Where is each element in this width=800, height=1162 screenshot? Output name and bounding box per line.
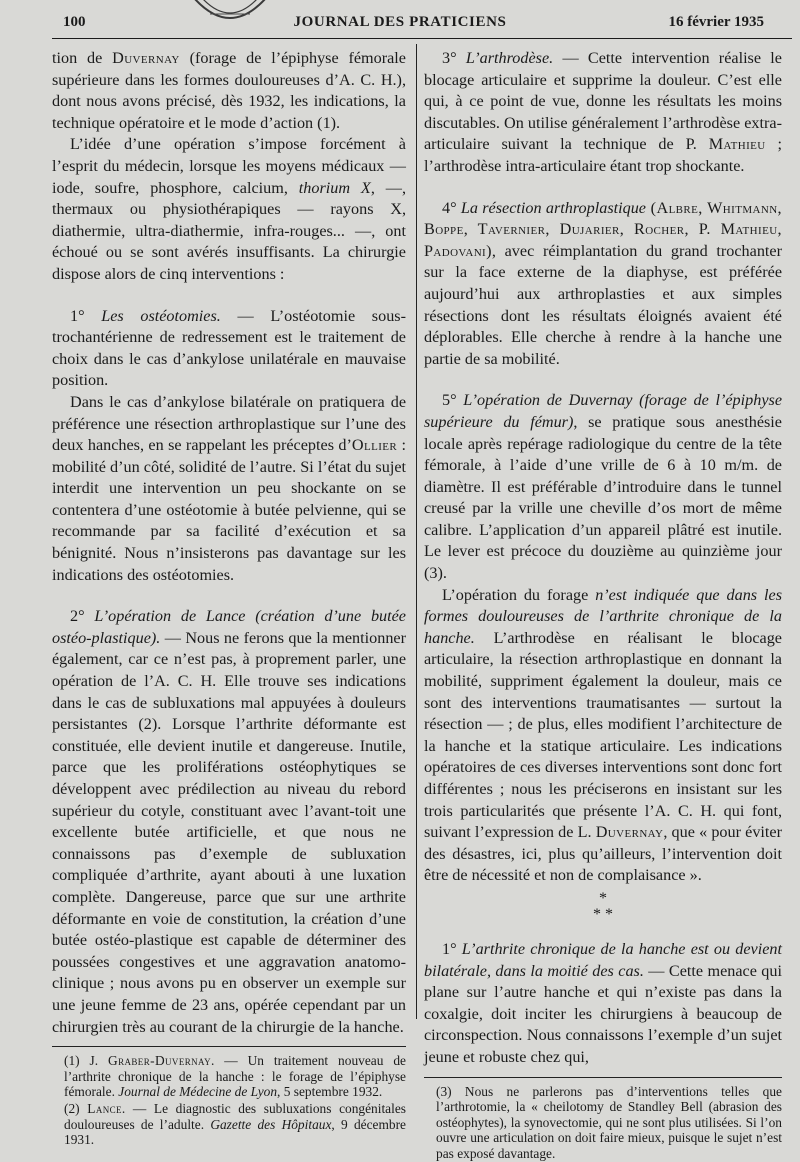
footnotes <box>52 1053 406 1148</box>
paragraph: Dans le cas d’ankylose bilatérale on pratiquera de préférence une résection arthroplastique sur l’une des deux hanches, en se rappelant les préceptes d’Ollier : mobilité d’un côté, solidité de l’autre. Si l’état du sujet interdit une intervention un peu shockante on se contentera d’une ostéotomie à butée pelvienne, qui se recommande par sa facilité d’exécution et sa bénignité. Nous n’insisterons pas davantage sur les indications des ostéotomies. <box>52 392 407 584</box>
footnote-1: (1) J. Graber-Duvernay. — Un traitement nouveau de l’arthrite chronique de la hanche : le forage de l’épiphyse fémorale. Journal de Médecine de Lyon, 5 septembre 1932. <box>64 1053 406 1100</box>
footnote-2: (2) Lance. — Le diagnostic des subluxations congénitales douloureuses de l’adulte. Gazette des Hôpitaux, 9 décembre 1931. <box>64 1100 406 1148</box>
section-bilateral: 1° L’arthrite chronique de la hanche est ou devient bilatérale, dans la moitié des cas. — Cette menace qui plane sur l’autre hanche et qui n’existe pas dans la coxalgie, doit inciter les chirurgiens à beaucoup de circonspection. Nous connaissons l’exemple d’un sujet jeune et robuste chez qui, <box>424 939 782 1066</box>
section-resection: 4° La résection arthroplastique (Albre, Whitmann, Boppe, Tavernier, Dujarier, Rocher, P. Mathieu, Padovani), avec réimplantation du grand trochanter sur la face externe de la diaphyse, est préférée aujourd’hui aux arthroplasties et aux simples résections dont les résultats éloignés avaient été déplorables. Elle cherche à rendre à la hanche une partie de sa mobilité. <box>424 198 782 368</box>
left-column <box>52 48 406 1148</box>
header-rule <box>52 38 792 39</box>
footnote-rule <box>52 1046 406 1047</box>
footnote-3: (3) Nous ne parlerons pas d’interventions telles que l’arthrotomie, la « cheilotomy de Standley Bell (abrasion des ostéophytes), la synovectomie, qui ne sont plus utilisées. Si l’on ouvre une articulation on doit faire mieux, puisque le sujet n’est pas exposé davantage. <box>436 1083 782 1161</box>
running-header <box>0 14 800 36</box>
section-osteotomies: 1° Les ostéotomies. — L’ostéotomie sous-trochantérienne de redressement est le traitement de choix dans le cas d’ankylose unilatérale en mauvaise position. <box>52 306 406 390</box>
asterism: * * * <box>593 889 613 923</box>
section-arthrodese: 3° L’arthrodèse. — Cette intervention réalise le blocage articulaire et supprime la douleur. C’est elle qui, à ce point de vue, donne les résultats les moins discutables. On utilise généralement l’arthrodèse extra-articulaire suivant la technique de P. Mathieu ; l’arthrodèse intra-articulaire étant trop shockante. <box>424 49 782 175</box>
footnotes <box>424 1084 782 1162</box>
paragraph: L’idée d’une opération s’impose forcément à l’esprit du médecin, lorsque les moyens médicaux — iode, soufre, phosphore, calcium, thorium X, —, thermaux ou physiothérapiques — rayons X, diathermie, ultra-diathermie, infra-rouges... —, ont échoué ou se sont avérés insuffisants. La chirurgie dispose alors de cinq interventions : <box>52 135 407 283</box>
paragraph: tion de Duvernay (forage de l’épiphyse fémorale supérieure dans les formes douloureuses d’A. C. H.), dont nous avons précisé, dès 1932, les indications, la technique opératoire et le mode d’action (1). <box>52 49 406 132</box>
column-divider <box>416 44 417 1019</box>
paragraph: L’opération du forage n’est indiquée que dans les formes douloureuses de l’arthrite chronique de la hanche. L’arthrodèse en réalisant le blocage articulaire, la résection arthroplastique en donnant la mobilité, suppriment également la douleur, mais ce sont des interventions traumatisantes — surtout la résection — ; de plus, elles modifient l’architecture de la hanche et la statique articulaire. Les indications opératoires de ces diverses interventions sont donc fort différentes ; nous les préciserons en insistant sur les trois particularités que présente l’A. C. H. qui font, suivant l’expression de L. Duvernay, que « pour éviter des désastres, ici, plus qu’ailleurs, l’intervention doit être de nécessité et non de complaisance ». <box>424 585 783 885</box>
right-column <box>424 48 782 1162</box>
journal-title: JOURNAL DES PRATICIENS <box>293 14 507 30</box>
section-operation-lance: 2° L’opération de Lance (création d’une butée ostéo-plastique). — Nous ne ferons que la mentionner également, car ce n’est pas, à proprement parler, une opération de l’A. C. H. Elle trouve ses indications dans le cas de subluxations mal appuyées à douleurs persistantes (2). Lorsque l’arthrite déformante est constituée, elle devient inutile et dangereuse. Inutile, parce que les proliférations ostéophytiques se développent avec prédilection au niveau du rebord supérieur du cotyle, constituant avec l’avant-toit une excellente butée artificielle, et que nous ne connaissons pas d’exemple de subluxation compliquée d’arthrite, ayant abouti à une luxation complète. Dangereuse, parce que sur une arthrite déformante en voie de constitution, la création d’une butée ostéo-plastique est capable de déterminer des poussées congestives et une aggravation anatomo-clinique ; nous avons pu en observer un exemple sur une jeune femme de 23 ans, opérée cependant par un chirurgien très au courant de la chirurgie de la hanche. <box>52 607 406 1036</box>
issue-date: 16 février 1935 <box>668 14 764 30</box>
section-operation-duvernay: 5° L’opération de Duvernay (forage de l’épiphyse supérieure du fémur), se pratique sous anesthésie locale après repérage radiologique du centre de la tête fémorale, à l’aide d’une vrille de 6 à 10 m/m. de diamètre. Il est préférable d’introduire dans le tunnel creusé par la vrille une cheville d’os mort de même calibre. L’application d’un appareil plâtré est inutile. Le lever est précoce du douzième au quinzième jour (3). <box>424 391 782 583</box>
footnote-rule <box>424 1077 782 1078</box>
page-number: 100 <box>63 14 86 30</box>
